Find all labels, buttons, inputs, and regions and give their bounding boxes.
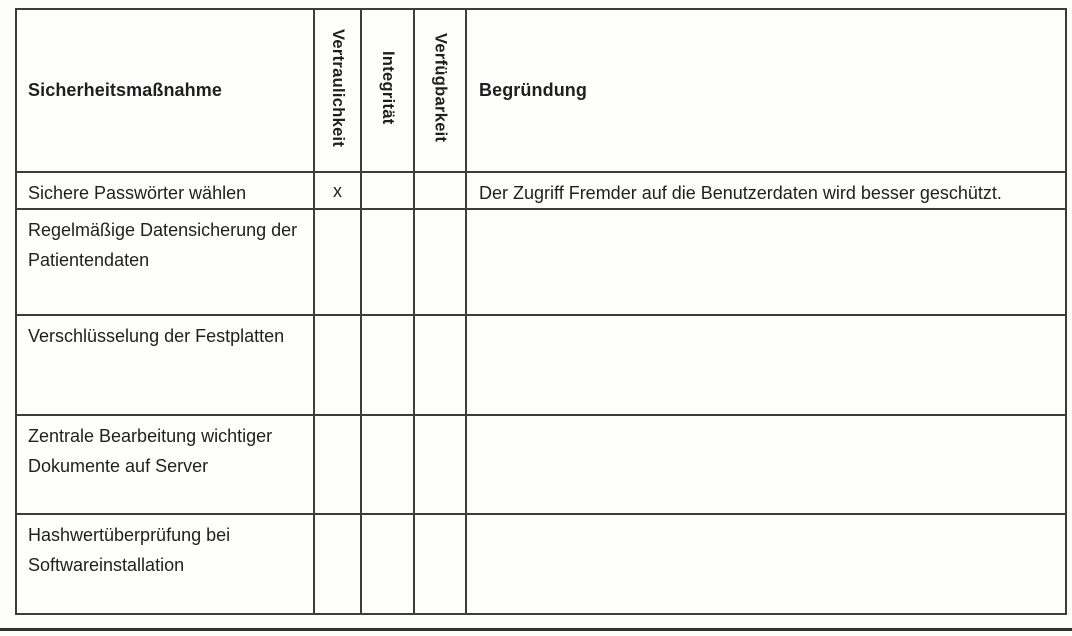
table-row [16,172,1066,209]
security-measures-table [15,8,1067,615]
availability-mark-cell [414,172,466,209]
availability-mark-cell [414,514,466,614]
column-header-integrity [361,9,414,172]
confidentiality-mark-cell [314,514,361,614]
table-row [16,514,1066,614]
column-header-availability [414,9,466,172]
measure-cell: Zentrale Bearbeitung wichtiger Dokumente auf Server [16,415,314,514]
measure-cell: Hashwertüberprüfung bei Softwareinstallation [16,514,314,614]
justification-cell [466,415,1066,514]
measure-cell: Verschlüsselung der Festplatten [16,315,314,415]
table-row [16,415,1066,514]
integrity-mark-cell [361,415,414,514]
justification-cell [466,209,1066,315]
bottom-rule [0,628,1072,631]
availability-mark-cell [414,315,466,415]
measure-cell: Regelmäßige Datensicherung der Patientendaten [16,209,314,315]
column-header-justification: Begründung [466,9,1066,172]
table-header-row [16,9,1066,172]
justification-cell: Der Zugriff Fremder auf die Benutzerdaten wird besser geschützt. [466,172,1066,209]
integrity-mark-cell [361,315,414,415]
availability-mark-cell [414,415,466,514]
confidentiality-mark-cell [314,415,361,514]
justification-cell [466,315,1066,415]
integrity-mark-cell [361,209,414,315]
column-header-measure: Sicherheitsmaßnahme [16,9,314,172]
integrity-mark-cell [361,172,414,209]
measure-cell: Sichere Passwörter wählen [16,172,314,209]
integrity-header-label: Integrität [378,51,397,125]
confidentiality-mark-cell: x [314,172,361,209]
availability-header-label: Verfügbarkeit [431,33,450,143]
table-row [16,315,1066,415]
confidentiality-mark-cell [314,209,361,315]
integrity-mark-cell [361,514,414,614]
confidentiality-header-label: Vertraulichkeit [328,28,347,148]
table-row [16,209,1066,315]
justification-cell [466,514,1066,614]
confidentiality-mark-cell [314,315,361,415]
column-header-confidentiality [314,9,361,172]
availability-mark-cell [414,209,466,315]
